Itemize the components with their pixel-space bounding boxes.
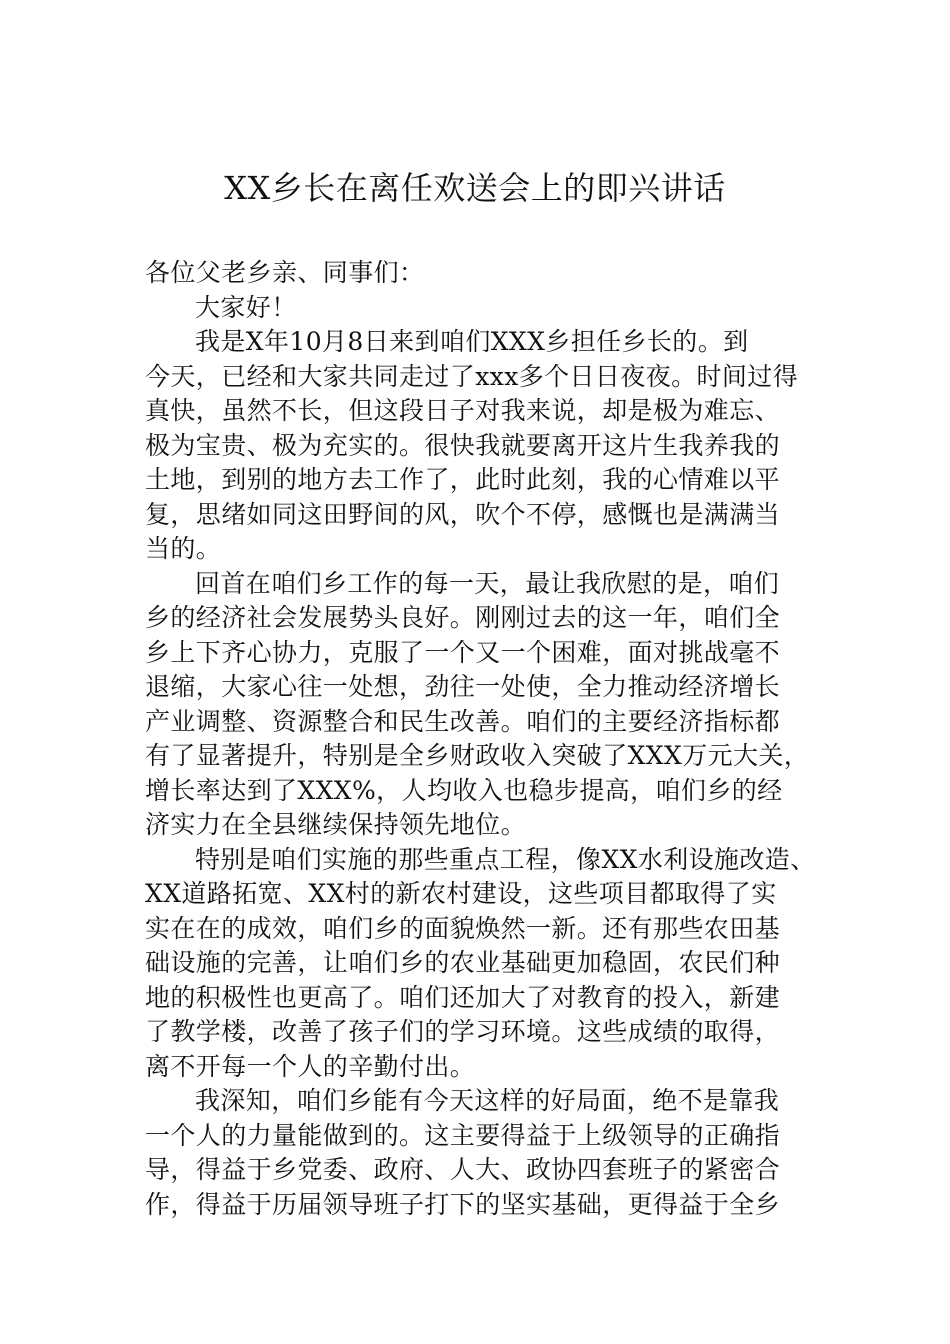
paragraph-line: 我深知，咱们乡能有今天这样的好局面，绝不是靠我 <box>195 1086 780 1115</box>
paragraph-line: 土地，到别的地方去工作了，此时此刻，我的心情难以平 <box>145 465 781 494</box>
paragraph-line: 离不开每一个人的辛勤付出。 <box>145 1051 476 1081</box>
paragraph-line: 特别是咱们实施的那些重点工程，像XX水利设施改造、 <box>195 844 816 874</box>
paragraph-line: 一个人的力量能做到的。这主要得益于上级领导的正确指 <box>145 1120 781 1150</box>
paragraph-line: 济实力在全县继续保持领先地位。 <box>145 810 527 839</box>
document-title: XX乡长在离任欢送会上的即兴讲话 <box>224 169 726 207</box>
paragraph-line: 极为宝贵、极为充实的。很快我就要离开这片生我养我的 <box>145 430 781 460</box>
paragraph-line: 础设施的完善，让咱们乡的农业基础更加稳固，农民们种 <box>145 948 781 977</box>
paragraph-line: 真快，虽然不长，但这段日子对我来说，却是极为难忘、 <box>145 396 781 425</box>
paragraph-line: 增长率达到了XXX%，人均收入也稳步提高，咱们乡的经 <box>145 775 783 805</box>
paragraph-line: 产业调整、资源整合和民生改善。咱们的主要经济指标都 <box>145 706 781 736</box>
paragraph-line: 退缩，大家心往一处想，劲往一处使，全力推动经济增长 <box>145 672 781 701</box>
paragraph-line: 我是X年10月8日来到咱们XXX乡担任乡长的。到 <box>195 327 749 356</box>
paragraph-line: 今天，已经和大家共同走过了xxx多个日日夜夜。时间过得 <box>145 361 799 391</box>
salutation: 各位父老乡亲、同事们： <box>145 258 425 287</box>
paragraph-line: 作，得益于历届领导班子打下的坚实基础，更得益于全乡 <box>145 1189 781 1219</box>
paragraph-line: 实在在的成效，咱们乡的面貌焕然一新。还有那些农田基 <box>145 913 781 943</box>
paragraph-line: 乡上下齐心协力，克服了一个又一个困难，面对挑战毫不 <box>145 637 781 667</box>
paragraph-line: 了教学楼，改善了孩子们的学习环境。这些成绩的取得， <box>145 1017 781 1046</box>
paragraph-line: 当的。 <box>145 534 222 563</box>
paragraph-line: 复，思绪如同这田野间的风，吹个不停，感慨也是满满当 <box>145 499 781 529</box>
paragraph-line: XX道路拓宽、XX村的新农村建设，这些项目都取得了实 <box>145 879 777 908</box>
paragraph-line: 地的积极性也更高了。咱们还加大了对教育的投入，新建 <box>145 982 781 1012</box>
paragraph-line: 乡的经济社会发展势头良好。刚刚过去的这一年，咱们全 <box>145 603 781 632</box>
paragraph-line: 导，得益于乡党委、政府、人大、政协四套班子的紧密合 <box>145 1155 781 1184</box>
document-body <box>145 256 825 1222</box>
paragraph-line: 回首在咱们乡工作的每一天，最让我欣慰的是，咱们 <box>195 568 780 598</box>
greeting-line: 大家好！ <box>195 292 297 322</box>
paragraph-line: 有了显著提升，特别是全乡财政收入突破了XXX万元大关， <box>145 741 810 770</box>
